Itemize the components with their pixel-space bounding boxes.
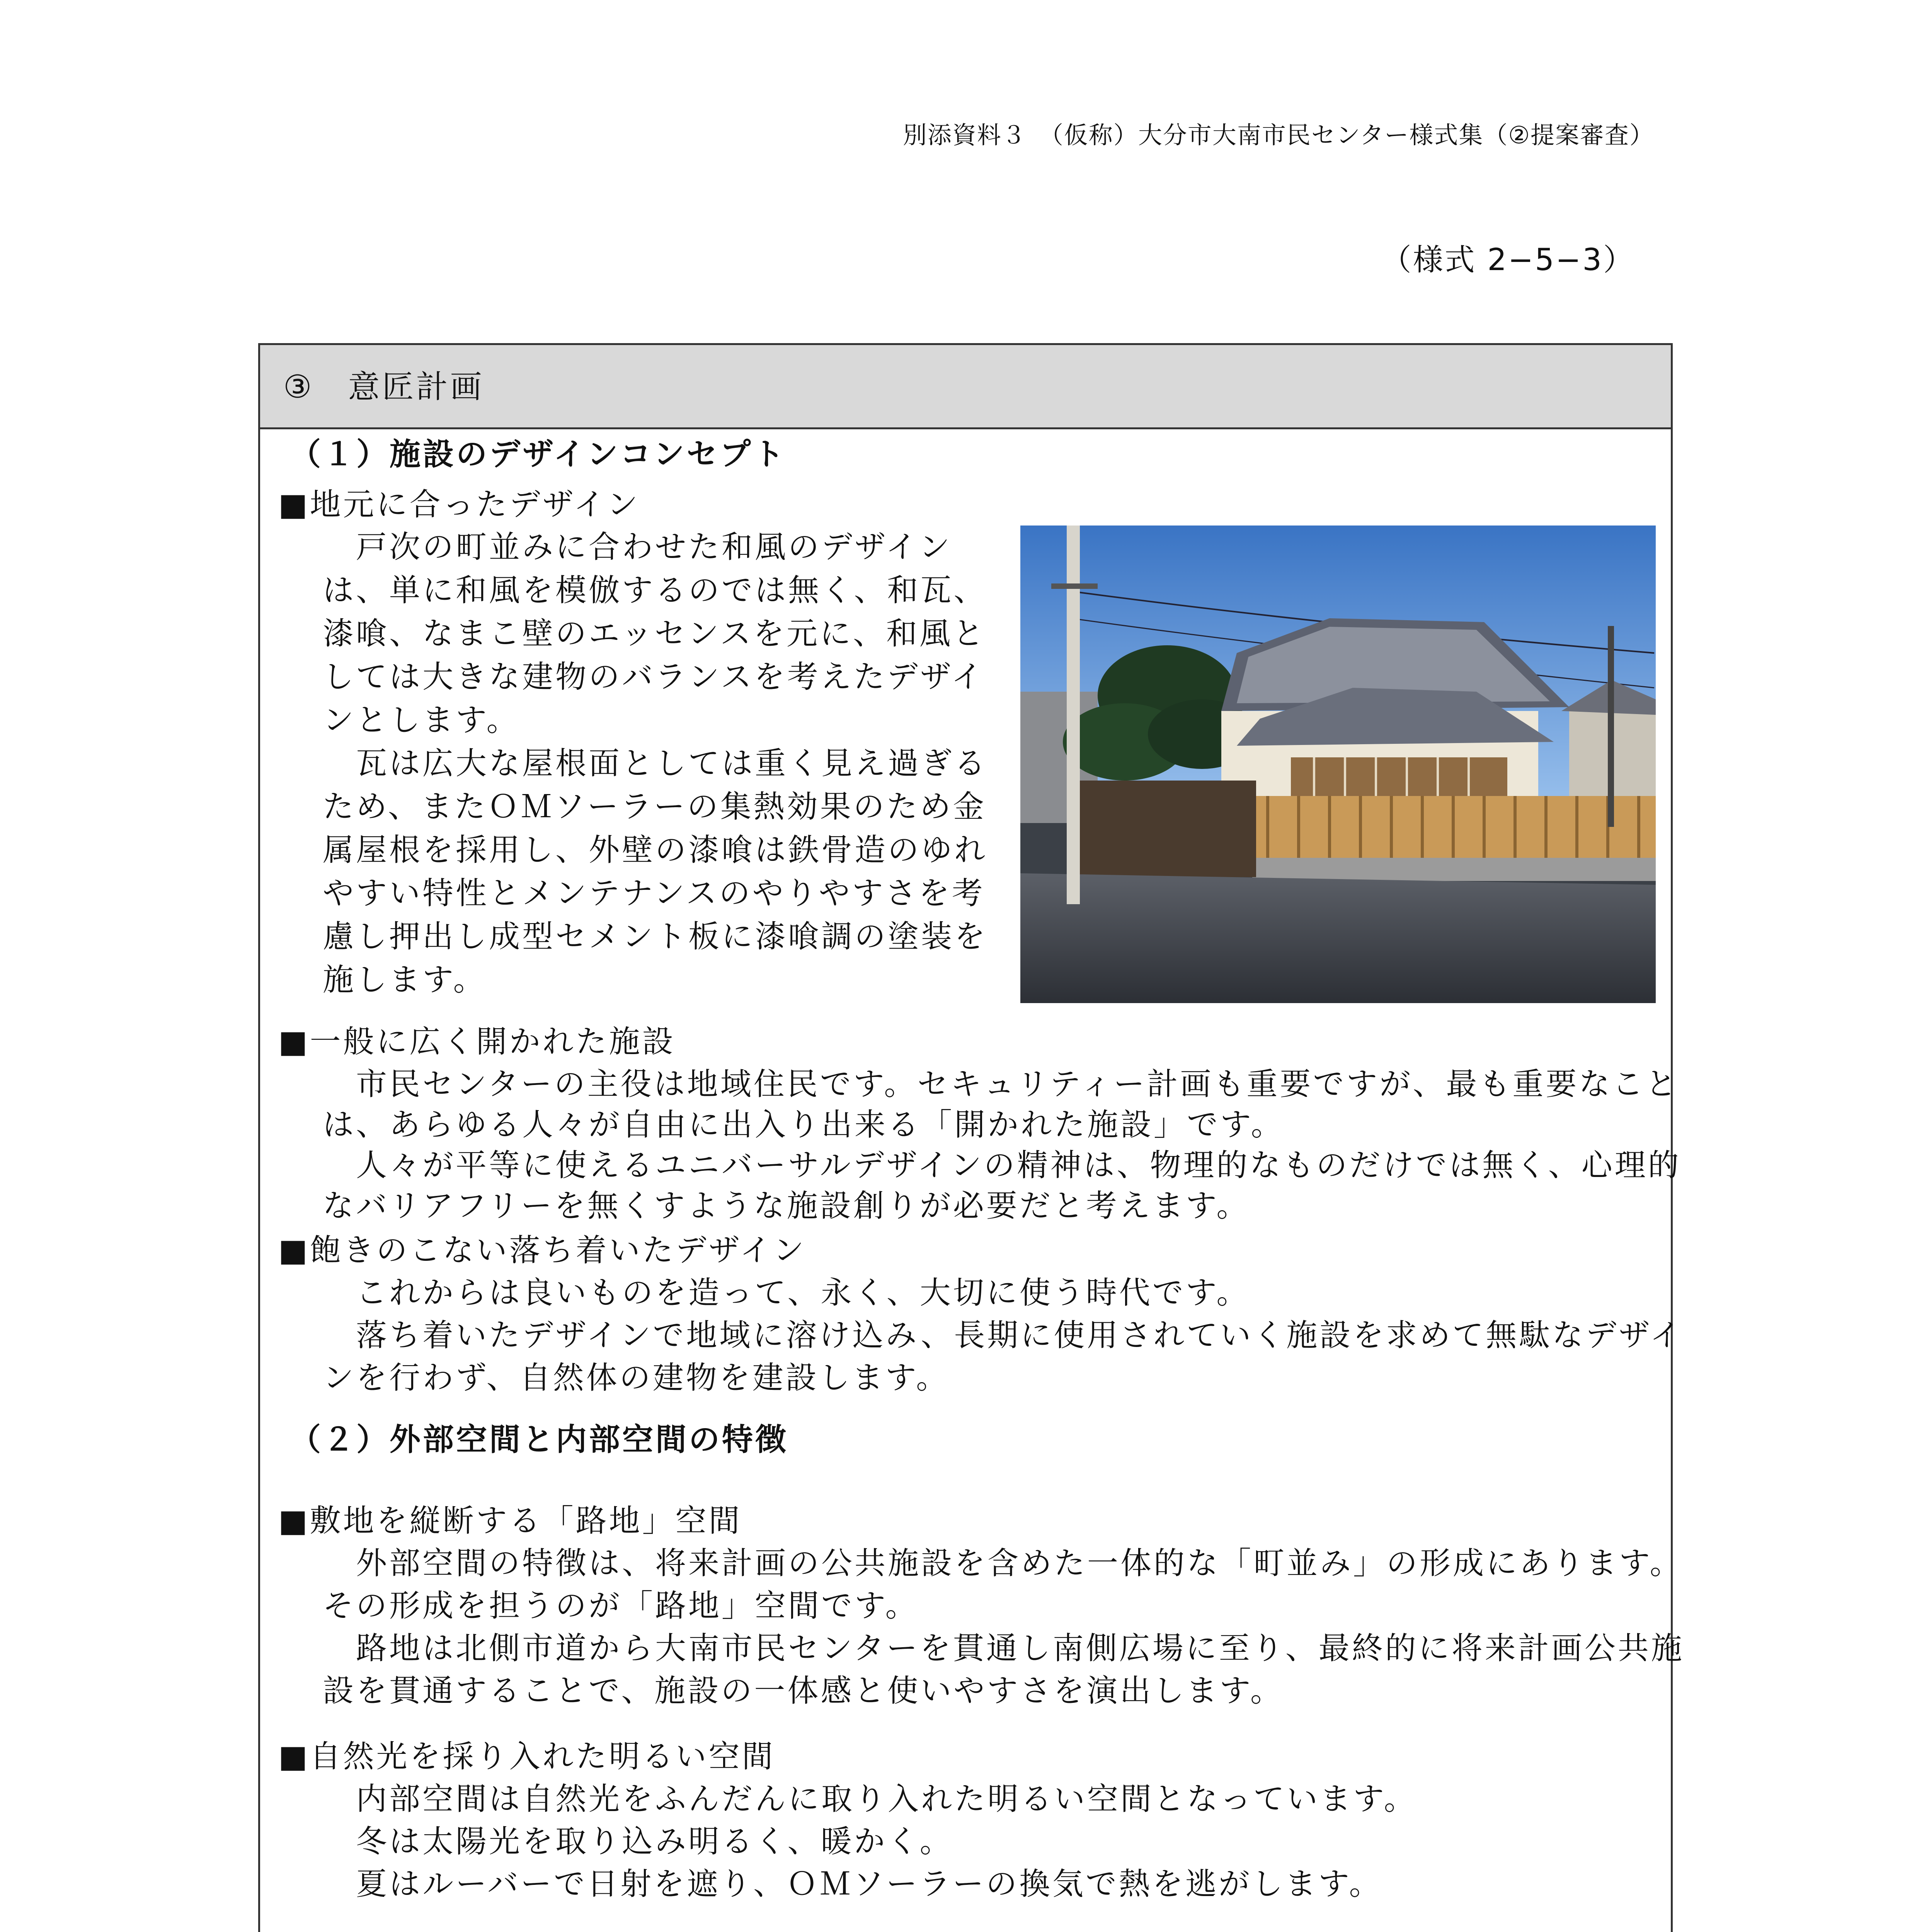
document-reference: 別添資料３ （仮称）大分市大南市民センター様式集（②提案審査） bbox=[902, 121, 1654, 149]
s1-a-heading: ■地元に合ったデザイン bbox=[278, 486, 640, 522]
townscape-photo bbox=[1020, 526, 1656, 1003]
house-photo-image bbox=[1020, 526, 1656, 1003]
s1-b-heading: ■一般に広く開かれた施設 bbox=[278, 1024, 676, 1060]
text-line: 内部空間は自然光をふんだんに取り入れた明るい空間となっています。 bbox=[323, 1781, 1417, 1817]
text-line: は、あらゆる人々が自由に出入り出来る「開かれた施設」です。 bbox=[323, 1107, 1284, 1143]
form-number: （様式 2−5−3） bbox=[1381, 243, 1635, 277]
text-line: ンとします。 bbox=[323, 702, 520, 738]
text-line: は、単に和風を模倣するのでは無く、和瓦、 bbox=[323, 572, 987, 608]
text-line: 施します。 bbox=[323, 962, 487, 998]
text-line: これからは良いものを造って、永く、大切に使う時代です。 bbox=[323, 1275, 1250, 1311]
section-title: ③ 意匠計画 bbox=[260, 345, 1671, 429]
s2-a-heading: ■敷地を縦断する「路地」空間 bbox=[278, 1503, 742, 1539]
text-line: 市民センターの主役は地域住民です。セキュリティー計画も重要ですが、最も重要なこと bbox=[323, 1066, 1679, 1102]
s2-b-heading: ■自然光を採り入れた明るい空間 bbox=[278, 1738, 775, 1774]
text-line: 設を貫通することで、施設の一体感と使いやすさを演出します。 bbox=[323, 1673, 1284, 1709]
text-line: その形成を担うのが「路地」空間です。 bbox=[323, 1588, 919, 1624]
text-line: 属屋根を採用し、外壁の漆喰は鉄骨造のゆれ bbox=[323, 832, 987, 868]
text-line: 落ち着いたデザインで地域に溶け込み、長期に使用されていく施設を求めて無駄なデザイ bbox=[323, 1317, 1683, 1353]
text-line: 瓦は広大な屋根面としては重く見え過ぎる bbox=[323, 745, 987, 781]
text-line: 冬は太陽光を取り込み明るく、暖かく。 bbox=[323, 1823, 953, 1859]
text-line: 夏はルーバーで日射を遮り、ＯＭソーラーの換気で熱を逃がします。 bbox=[323, 1866, 1382, 1902]
text-line: ンを行わず、自然体の建物を建設します。 bbox=[323, 1360, 950, 1396]
s2-heading: （２）外部空間と内部空間の特徴 bbox=[290, 1422, 788, 1458]
text-line: しては大きな建物のバランスを考えたデザイ bbox=[323, 659, 984, 695]
text-line: ため、またＯＭソーラーの集熱効果のため金 bbox=[323, 789, 986, 825]
text-line: 戸次の町並みに合わせた和風のデザイン bbox=[323, 529, 952, 565]
text-line: やすい特性とメンテナンスのやりやすさを考 bbox=[323, 875, 985, 911]
text-line: 慮し押出し成型セメント板に漆喰調の塗装を bbox=[323, 918, 987, 954]
text-line: 外部空間の特徴は、将来計画の公共施設を含めた一体的な「町並み」の形成にあります。 bbox=[323, 1545, 1683, 1581]
text-line: 漆喰、なまこ壁のエッセンスを元に、和風と bbox=[323, 616, 986, 651]
text-line: なバリアフリーを無くすような施設創りが必要だと考えます。 bbox=[323, 1188, 1250, 1224]
s1-c-heading: ■飽きのこない落ち着いたデザイン bbox=[278, 1232, 806, 1268]
text-line: 人々が平等に使えるユニバーサルデザインの精神は、物理的なものだけでは無く、心理的 bbox=[323, 1147, 1681, 1183]
text-line: 路地は北側市道から大南市民センターを貫通し南側広場に至り、最終的に将来計画公共施 bbox=[323, 1630, 1684, 1666]
s1-heading: （１）施設のデザインコンセプト bbox=[290, 436, 787, 472]
